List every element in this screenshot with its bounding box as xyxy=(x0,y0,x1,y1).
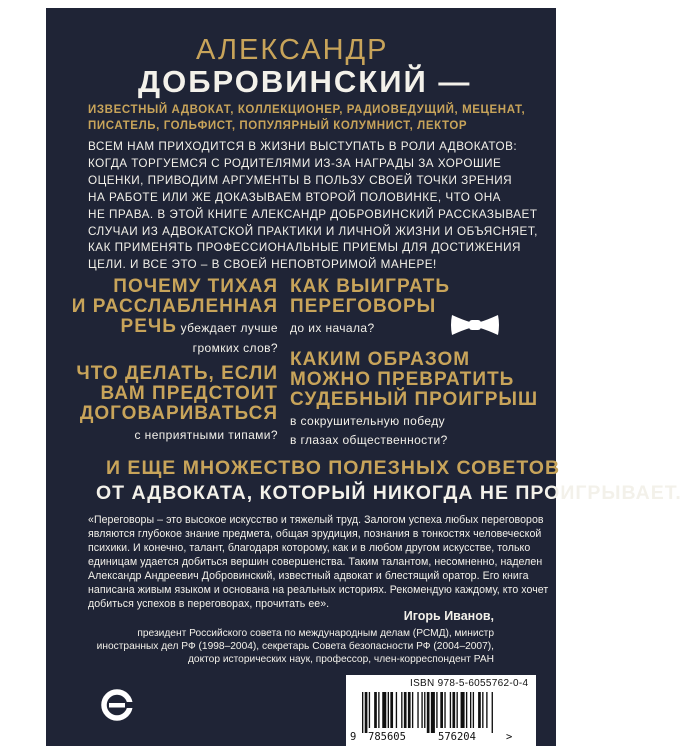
intro-line: НЕ ПРАВА. В ЭТОЙ КНИГЕ АЛЕКСАНДР ДОБРОВИНСКИЙ РАССКАЗЫВАЕТ xyxy=(88,207,538,221)
barcode-graphic xyxy=(346,675,536,746)
barcode-bar xyxy=(421,692,422,728)
intro-paragraph xyxy=(88,139,538,274)
question-block-4 xyxy=(290,350,538,450)
question-2-line-3: до их начала? xyxy=(290,321,375,335)
barcode-bar xyxy=(466,692,467,728)
barcode-bar xyxy=(362,692,363,733)
barcode-left-group: 785605 xyxy=(368,731,406,743)
highlight-line-2: ОТ АДВОКАТА, КОТОРЫЙ НИКОГДА НЕ ПРОИГРЫВАЕТ. xyxy=(96,482,682,504)
isbn-number: ISBN 978-5-6055762-0-4 xyxy=(410,678,529,689)
barcode-bar xyxy=(424,692,425,728)
barcode-bar xyxy=(431,692,435,733)
intro-line: ЦЕЛИ. И ВСЕ ЭТО – В СВОЕЙ НЕПОВТОРИМОЙ МАНЕРЕ! xyxy=(88,258,437,272)
quote-line: психики. И конечно, талант, благодаря которому, как и в любом другом искусстве, только xyxy=(88,542,531,554)
quote-author: Игорь Иванов, xyxy=(403,609,494,623)
barcode-bar xyxy=(478,692,481,728)
intro-line: ОЦЕНКИ, ПРИВОДИМ АРГУМЕНТЫ В ПОЛЬЗУ СВОЕЙ ТОЧКИ ЗРЕНИЯ xyxy=(88,173,513,187)
barcode-bar xyxy=(444,692,445,728)
author-first-name: АЛЕКСАНДР xyxy=(196,34,389,66)
question-1-line-1: ПОЧЕМУ ТИХАЯ xyxy=(113,276,278,297)
barcode-arrow: > xyxy=(506,731,513,743)
question-1-keyword: РЕЧЬ xyxy=(120,316,177,337)
barcode-bar xyxy=(396,692,397,728)
question-2-line-2: ПЕРЕГОВОРЫ xyxy=(290,296,437,317)
barcode-bar xyxy=(461,692,465,728)
question-4-line-5: в глазах общественности? xyxy=(290,433,448,447)
intro-line: КАК ПРИМЕНЯТЬ ПРОФЕССИОНАЛЬНЫЕ ПРИЕМЫ ДЛЯ ДОСТИЖЕНИЯ xyxy=(88,241,521,255)
barcode-bar xyxy=(486,692,487,728)
quote-line: «Переговоры – это высокое искусство и тяжелый труд. Залогом успеха любых переговоров xyxy=(88,514,544,526)
question-4-line-2: МОЖНО ПРЕВРАТИТЬ xyxy=(290,369,515,390)
question-1-line-3-text: убеждает лучше xyxy=(176,321,278,335)
author-info-line: доктор исторических наук, профессор, член-корреспондент РАН xyxy=(187,654,494,665)
quote-line: Александр Андреевич Добровинский, известный адвокат и блестящий оратор. Его книга xyxy=(88,570,529,582)
question-4-line-1: КАКИМ ОБРАЗОМ xyxy=(290,349,471,370)
question-block-1 xyxy=(72,277,278,358)
barcode-bar xyxy=(374,692,377,728)
barcode-bar xyxy=(470,692,471,728)
intro-line: СЛУЧАИ ИЗ АДВОКАТСКОЙ ПРАКТИКИ И ЛИЧНОЙ ЖИЗНИ И ОБЪЯСНЯЕТ, xyxy=(88,224,538,238)
barcode-bar xyxy=(404,692,407,728)
barcode xyxy=(346,675,536,746)
barcode-bar xyxy=(450,692,451,728)
quote-author-info xyxy=(97,627,494,666)
barcode-bar xyxy=(412,692,413,728)
quote-line: единицам удается добиться вершин совершенства. Таким талантом, несомненно, наделен xyxy=(88,556,543,568)
back-cover xyxy=(46,8,682,746)
intro-line: НА РАБОТЕ ИЛИ ЖЕ ДОКАЗЫВАЕМ ВТОРОЙ ПОЛОВИНКЕ, ЧТО ОНА xyxy=(88,190,501,204)
quote-line: добиться успехов в переговорах, прочитать ее». xyxy=(88,598,330,610)
question-4-line-3: СУДЕБНЫЙ ПРОИГРЫШ xyxy=(290,389,539,410)
question-block-2 xyxy=(290,277,450,338)
author-info-line: иностранных дел РФ (1998–2004), секретарь Совета безопасности РФ (2004–2007), xyxy=(96,641,494,652)
question-1-line-3 xyxy=(72,317,278,339)
barcode-bars xyxy=(362,692,493,733)
question-1-line-2: И РАССЛАБЛЕННАЯ xyxy=(71,296,278,317)
author-titles-line-1: ИЗВЕСТНЫЙ АДВОКАТ, КОЛЛЕКЦИОНЕР, РАДИОВЕДУЩИЙ, МЕЦЕНАТ, xyxy=(88,104,526,116)
barcode-bar xyxy=(388,692,389,728)
author-titles-line-2: ПИСАТЕЛЬ, ГОЛЬФИСТ, ПОПУЛЯРНЫЙ КОЛУМНИСТ, ЛЕКТОР xyxy=(88,120,468,132)
author-info-line: президент Российского совета по международным делам (РСМД), министр xyxy=(137,628,494,639)
barcode-bar xyxy=(417,692,418,728)
barcode-right-group: 576204 xyxy=(438,731,476,743)
barcode-bar xyxy=(369,692,370,728)
bowtie-icon xyxy=(450,312,500,338)
question-3-line-2: ВАМ ПРЕДСТОИТ xyxy=(100,383,278,404)
question-4-line-4: в сокрушительную победу xyxy=(290,414,446,428)
barcode-bar xyxy=(452,692,455,728)
author-last-name: ДОБРОВИНСКИЙ — xyxy=(138,64,472,99)
barcode-bar xyxy=(457,692,458,728)
intro-line: КОГДА ТОРГУЕМСЯ С РОДИТЕЛЯМИ ИЗ-ЗА НАГРАДЫ ЗА ХОРОШИЕ xyxy=(88,156,502,170)
question-3-line-3: ДОГОВАРИВАТЬСЯ xyxy=(79,403,278,424)
question-2-line-1: КАК ВЫИГРАТЬ xyxy=(290,276,450,297)
barcode-bar xyxy=(378,692,379,728)
question-1-line-4: громких слов? xyxy=(192,341,278,355)
barcode-bar xyxy=(436,692,437,728)
barcode-bar xyxy=(382,692,386,728)
question-3-line-1: ЧТО ДЕЛАТЬ, ЕСЛИ xyxy=(76,363,278,384)
barcode-bar xyxy=(365,692,368,733)
highlight-line-1: И ЕЩЕ МНОЖЕСТВО ПОЛЕЗНЫХ СОВЕТОВ xyxy=(106,457,561,479)
quote-line: являются глубокое знание предмета, общая эрудиция, познания в тонкостях человеческой xyxy=(88,528,542,540)
barcode-bar xyxy=(440,692,443,728)
barcode-first-digit: 9 xyxy=(350,731,357,743)
barcode-bar xyxy=(427,692,430,733)
barcode-bar xyxy=(401,692,402,728)
question-3-line-4: с неприятными типами? xyxy=(134,428,278,442)
testimonial-quote xyxy=(88,513,548,611)
barcode-bar xyxy=(482,692,483,728)
barcode-bar xyxy=(408,692,411,728)
quote-line: написана живым языком и основана на реальных историях. Рекомендую каждому, кто хочет xyxy=(88,584,549,596)
publisher-logo-icon xyxy=(100,688,134,722)
barcode-bar xyxy=(492,692,493,733)
barcode-bar xyxy=(473,692,474,728)
barcode-bar xyxy=(390,692,393,728)
question-block-3 xyxy=(76,364,278,445)
intro-line: ВСЕМ НАМ ПРИХОДИТСЯ В ЖИЗНИ ВЫСТУПАТЬ В РОЛИ АДВОКАТОВ: xyxy=(88,140,518,153)
